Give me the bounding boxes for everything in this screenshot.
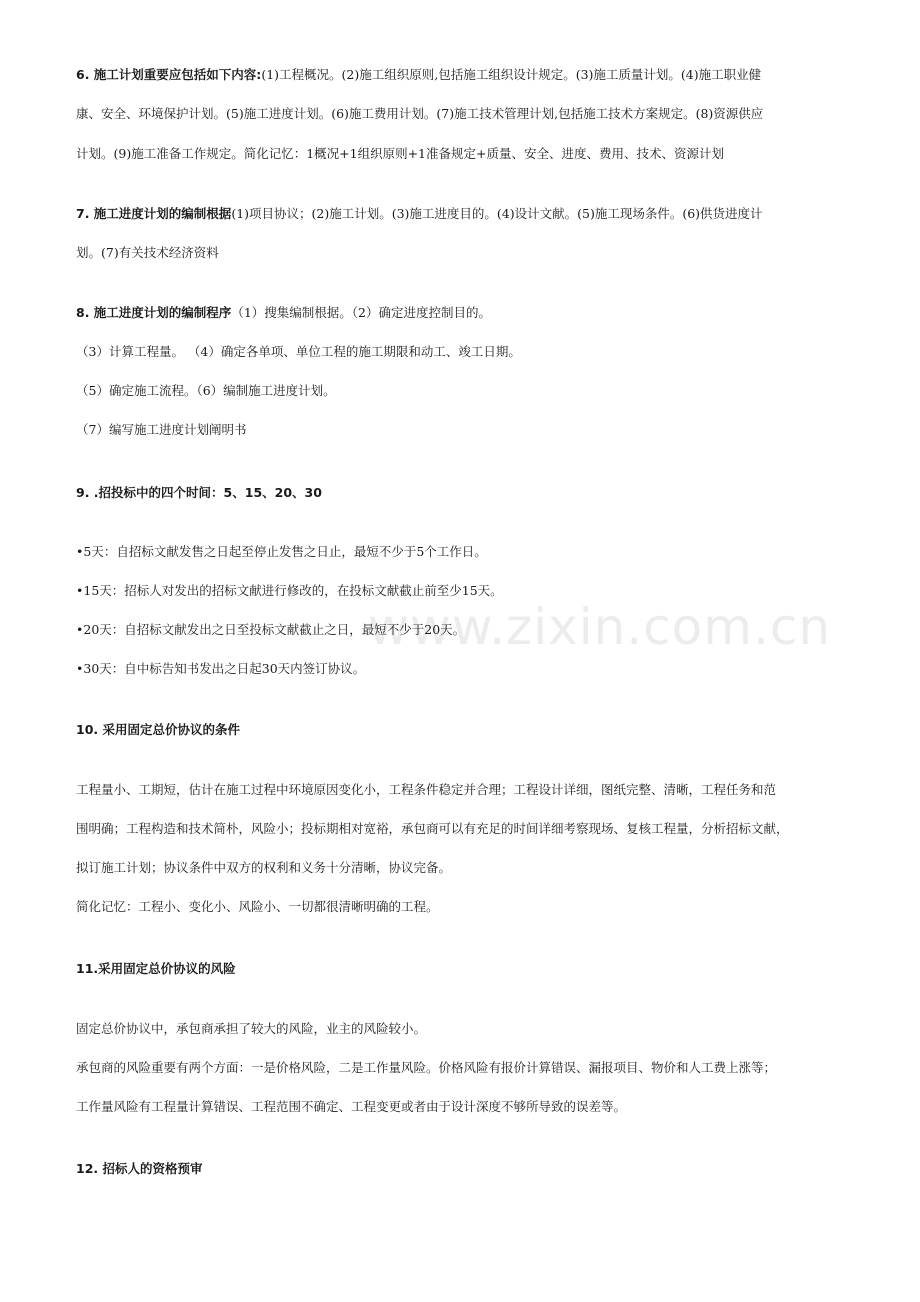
section-6-text: (1)工程概况。(2)施工组织原则,包括施工组织设计规定。(3)施工质量计划。(4)施工职业健 bbox=[261, 67, 762, 82]
section-11-line-2: 承包商的风险重要有两个方面：一是价格风险，二是工作量风险。价格风险有报价计算错误、漏报项目、物价和人工费上涨等； bbox=[76, 1060, 777, 1075]
section-6-line-2: 康、安全、环境保护计划。(5)施工进度计划。(6)施工费用计划。(7)施工技术管理计划,包括施工技术方案规定。(8)资源供应 bbox=[76, 106, 764, 121]
section-10-line-1: 工程量小、工期短，估计在施工过程中环境原因变化小，工程条件稳定并合理；工程设计详细，图纸完整、清晰，工程任务和范 bbox=[76, 782, 777, 797]
section-9-item: •15天：招标人对发出的招标文献进行修改的，在投标文献截止前至少15天。 bbox=[76, 583, 503, 598]
section-10-line-2: 围明确；工程构造和技术简朴，风险小；投标期相对宽裕，承包商可以有充足的时间详细考察现场、复核工程量，分析招标文献， bbox=[76, 821, 789, 836]
section-12-heading: 12. 招标人的资格预审 bbox=[76, 1161, 203, 1176]
section-8-text: （1）搜集编制根据。（2）确定进度控制目的。 bbox=[231, 305, 491, 320]
section-11-heading: 11.采用固定总价协议的风险 bbox=[76, 961, 236, 976]
section-6-line-1 bbox=[76, 66, 856, 84]
section-9-item: •20天：自招标文献发出之日至投标文献截止之日，最短不少于20天。 bbox=[76, 622, 466, 637]
section-7-line-1 bbox=[76, 205, 856, 223]
section-10-heading: 10. 采用固定总价协议的条件 bbox=[76, 722, 240, 737]
section-8-line-3: （5）确定施工流程。（6）编制施工进度计划。 bbox=[76, 383, 336, 398]
section-7-heading: 7. 施工进度计划的编制根据 bbox=[76, 206, 232, 221]
section-9-item: •30天：自中标告知书发出之日起30天内签订协议。 bbox=[76, 661, 366, 676]
section-10-line-4: 简化记忆：工程小、变化小、风险小、一切都很清晰明确的工程。 bbox=[76, 899, 439, 914]
section-7-line-2: 划。(7)有关技术经济资料 bbox=[76, 245, 219, 260]
section-9-heading: 9. .招投标中的四个时间：5、15、20、30 bbox=[76, 485, 322, 500]
section-11-line-1: 固定总价协议中，承包商承担了较大的风险，业主的风险较小。 bbox=[76, 1021, 427, 1036]
section-8-line-2: （3）计算工程量。 （4）确定各单项、单位工程的施工期限和动工、竣工日期。 bbox=[76, 344, 521, 359]
section-11-line-3: 工作量风险有工程量计算错误、工程范围不确定、工程变更或者由于设计深度不够所导致的误差等。 bbox=[76, 1099, 627, 1114]
section-8-heading: 8. 施工进度计划的编制程序 bbox=[76, 305, 232, 320]
section-9-item: •5天：自招标文献发售之日起至停止发售之日止，最短不少于5个工作日。 bbox=[76, 544, 487, 559]
section-7-text: (1)项目协议；(2)施工计划。(3)施工进度目的。(4)设计文献。(5)施工现场条件。(6)供货进度计 bbox=[231, 206, 763, 221]
section-8-line-1 bbox=[76, 304, 856, 322]
section-6-line-3: 计划。(9)施工准备工作规定。简化记忆：1概况+1组织原则+1准备规定+质量、安全、进度、费用、技术、资源计划 bbox=[76, 146, 724, 161]
section-10-line-3: 拟订施工计划；协议条件中双方的权利和义务十分清晰，协议完备。 bbox=[76, 860, 452, 875]
section-8-line-4: （7）编写施工进度计划阐明书 bbox=[76, 422, 247, 437]
section-6-heading: 6. 施工计划重要应包括如下内容: bbox=[76, 67, 262, 82]
watermark: www.zixin.com.cn bbox=[368, 598, 832, 656]
